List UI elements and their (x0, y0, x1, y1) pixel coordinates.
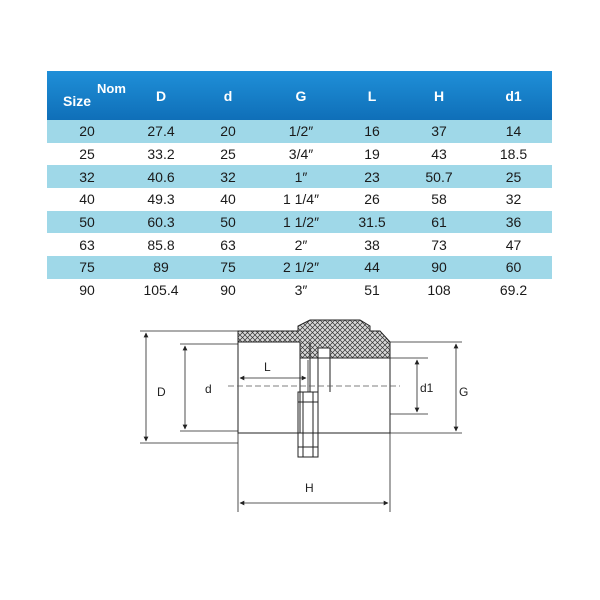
table-cell: 90 (47, 279, 127, 302)
table-cell: 50.7 (403, 165, 475, 188)
table-cell: 27.4 (127, 120, 195, 143)
table-cell: 1/2″ (261, 120, 341, 143)
table-cell: 25 (195, 143, 261, 166)
table-cell: 69.2 (475, 279, 552, 302)
table-cell: 36 (475, 211, 552, 234)
table-cell: 44 (341, 256, 403, 279)
table-cell: 40 (195, 188, 261, 211)
dimension-D (140, 331, 238, 443)
fitting-body (238, 342, 390, 457)
dimension-L (240, 360, 308, 392)
table-cell: 19 (341, 143, 403, 166)
hatched-wall (238, 320, 390, 358)
table-cell: 90 (195, 279, 261, 302)
table-cell: 85.8 (127, 233, 195, 256)
header-L: L (341, 71, 403, 120)
table-cell: 1 1/4″ (261, 188, 341, 211)
label-d1: d1 (420, 381, 434, 395)
table-cell: 25 (47, 143, 127, 166)
header-d1: d1 (475, 71, 552, 120)
table-cell: 32 (475, 188, 552, 211)
table-cell: 58 (403, 188, 475, 211)
label-L: L (264, 360, 271, 374)
table-cell: 32 (47, 165, 127, 188)
table-cell: 14 (475, 120, 552, 143)
table-cell: 23 (341, 165, 403, 188)
table-cell: 73 (403, 233, 475, 256)
table-cell: 2 1/2″ (261, 256, 341, 279)
table-cell: 38 (341, 233, 403, 256)
table-cell: 40 (47, 188, 127, 211)
table-cell: 47 (475, 233, 552, 256)
table-cell: 50 (47, 211, 127, 234)
table-cell: 20 (195, 120, 261, 143)
table-cell: 49.3 (127, 188, 195, 211)
table-cell: 40.6 (127, 165, 195, 188)
table-cell: 33.2 (127, 143, 195, 166)
table-cell: 25 (475, 165, 552, 188)
table-cell: 3″ (261, 279, 341, 302)
table-cell: 2″ (261, 233, 341, 256)
table-cell: 60 (475, 256, 552, 279)
header-d: d (195, 71, 261, 120)
header-nom: Nom (97, 81, 126, 96)
table-cell: 75 (47, 256, 127, 279)
table-cell: 90 (403, 256, 475, 279)
table-cell: 43 (403, 143, 475, 166)
table-cell: 63 (195, 233, 261, 256)
table-cell: 1″ (261, 165, 341, 188)
table-cell: 108 (403, 279, 475, 302)
table-cell: 3/4″ (261, 143, 341, 166)
label-G: G (459, 385, 469, 399)
table-cell: 75 (195, 256, 261, 279)
table-cell: 26 (341, 188, 403, 211)
header-H: H (403, 71, 475, 120)
table-cell: 32 (195, 165, 261, 188)
table-cell: 37 (403, 120, 475, 143)
table-cell: 18.5 (475, 143, 552, 166)
table-cell: 20 (47, 120, 127, 143)
table-cell: 31.5 (341, 211, 403, 234)
header-D: D (127, 71, 195, 120)
table-cell: 63 (47, 233, 127, 256)
label-D: D (157, 385, 166, 399)
label-d: d (205, 382, 212, 396)
header-G: G (261, 71, 341, 120)
table-cell: 16 (341, 120, 403, 143)
table-cell: 105.4 (127, 279, 195, 302)
table-cell: 51 (341, 279, 403, 302)
dimension-H (238, 433, 390, 512)
table-cell: 60.3 (127, 211, 195, 234)
label-H: H (305, 481, 314, 495)
table-cell: 1 1/2″ (261, 211, 341, 234)
table-cell: 61 (403, 211, 475, 234)
table-cell: 50 (195, 211, 261, 234)
table-cell: 89 (127, 256, 195, 279)
header-size: Size (63, 93, 92, 109)
